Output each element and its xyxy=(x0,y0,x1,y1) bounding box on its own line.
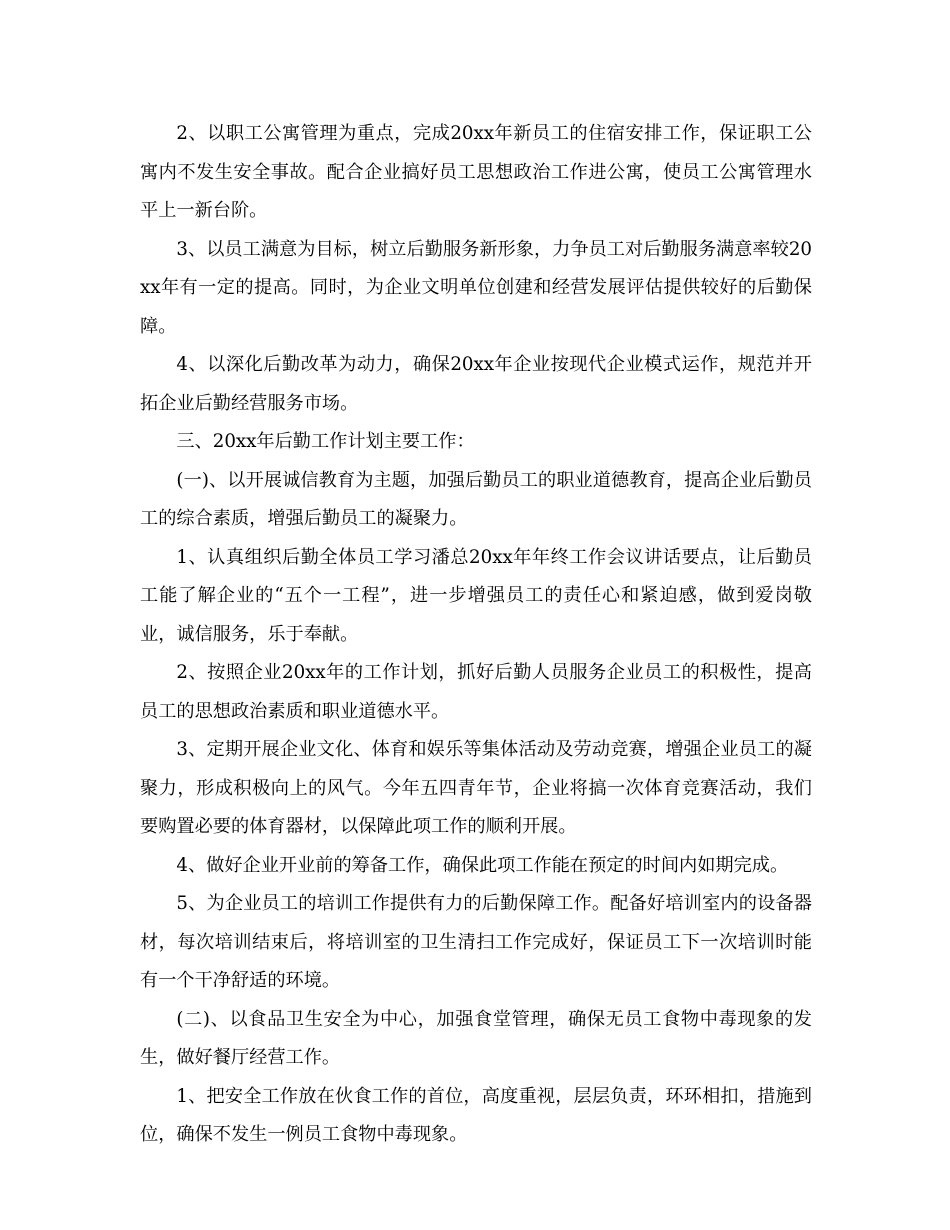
paragraph: 4、以深化后勤改革为动力，确保20xx年企业按现代企业模式运作，规范并开拓企业后勤经营服务市场。 xyxy=(140,354,812,414)
subsection-heading: (二)、以食品卫生安全为中心，加强食堂管理，确保无员工食物中毒现象的发生，做好餐厅经营工作。 xyxy=(140,1008,812,1068)
paragraph: 2、以职工公寓管理为重点，完成20xx年新员工的住宿安排工作，保证职工公寓内不发生安全事故。配合企业搞好员工思想政治工作进公寓，使员工公寓管理水平上一新台阶。 xyxy=(140,123,812,221)
subsection-heading: (一)、以开展诚信教育为主题，加强后勤员工的职业道德教育，提高企业后勤员工的综合素质，增强后勤员工的凝聚力。 xyxy=(140,469,812,529)
paragraph: 4、做好企业开业前的筹备工作，确保此项工作能在预定的时间内如期完成。 xyxy=(176,854,789,876)
section-heading: 三、20xx年后勤工作计划主要工作： xyxy=(176,431,475,452)
paragraph: 2、按照企业20xx年的工作计划，抓好后勤人员服务企业员工的积极性，提高员工的思想政治素质和职业道德水平。 xyxy=(140,662,812,722)
paragraph: 3、以员工满意为目标，树立后勤服务新形象，力争员工对后勤服务满意率较20xx年有一定的提高。同时，为企业文明单位创建和经营发展评估提供较好的后勤保障。 xyxy=(140,238,812,337)
paragraph: 1、把安全工作放在伙食工作的首位，高度重视，层层负责，环环相扣，措施到位，确保不发生一例员工食物中毒现象。 xyxy=(140,1085,812,1145)
paragraph: 3、定期开展企业文化、体育和娱乐等集体活动及劳动竞赛，增强企业员工的凝聚力，形成积极向上的风气。今年五四青年节，企业将搞一次体育竞赛活动，我们要购置必要的体育器材，以保障此项工作的顺利开展。 xyxy=(140,739,812,837)
paragraph: 5、为企业员工的培训工作提供有力的后勤保障工作。配备好培训室内的设备器材，每次培训结束后，将培训室的卫生清扫工作完成好，保证员工下一次培训时能有一个干净舒适的环境。 xyxy=(140,893,812,991)
document-body xyxy=(140,115,812,1155)
paragraph: 1、认真组织后勤全体员工学习潘总20xx年年终工作会议讲话要点，让后勤员工能了解企业的“五个一工程”，进一步增强员工的责任心和紧迫感，做到爱岗敬业，诚信服务，乐于奉献。 xyxy=(140,546,812,645)
